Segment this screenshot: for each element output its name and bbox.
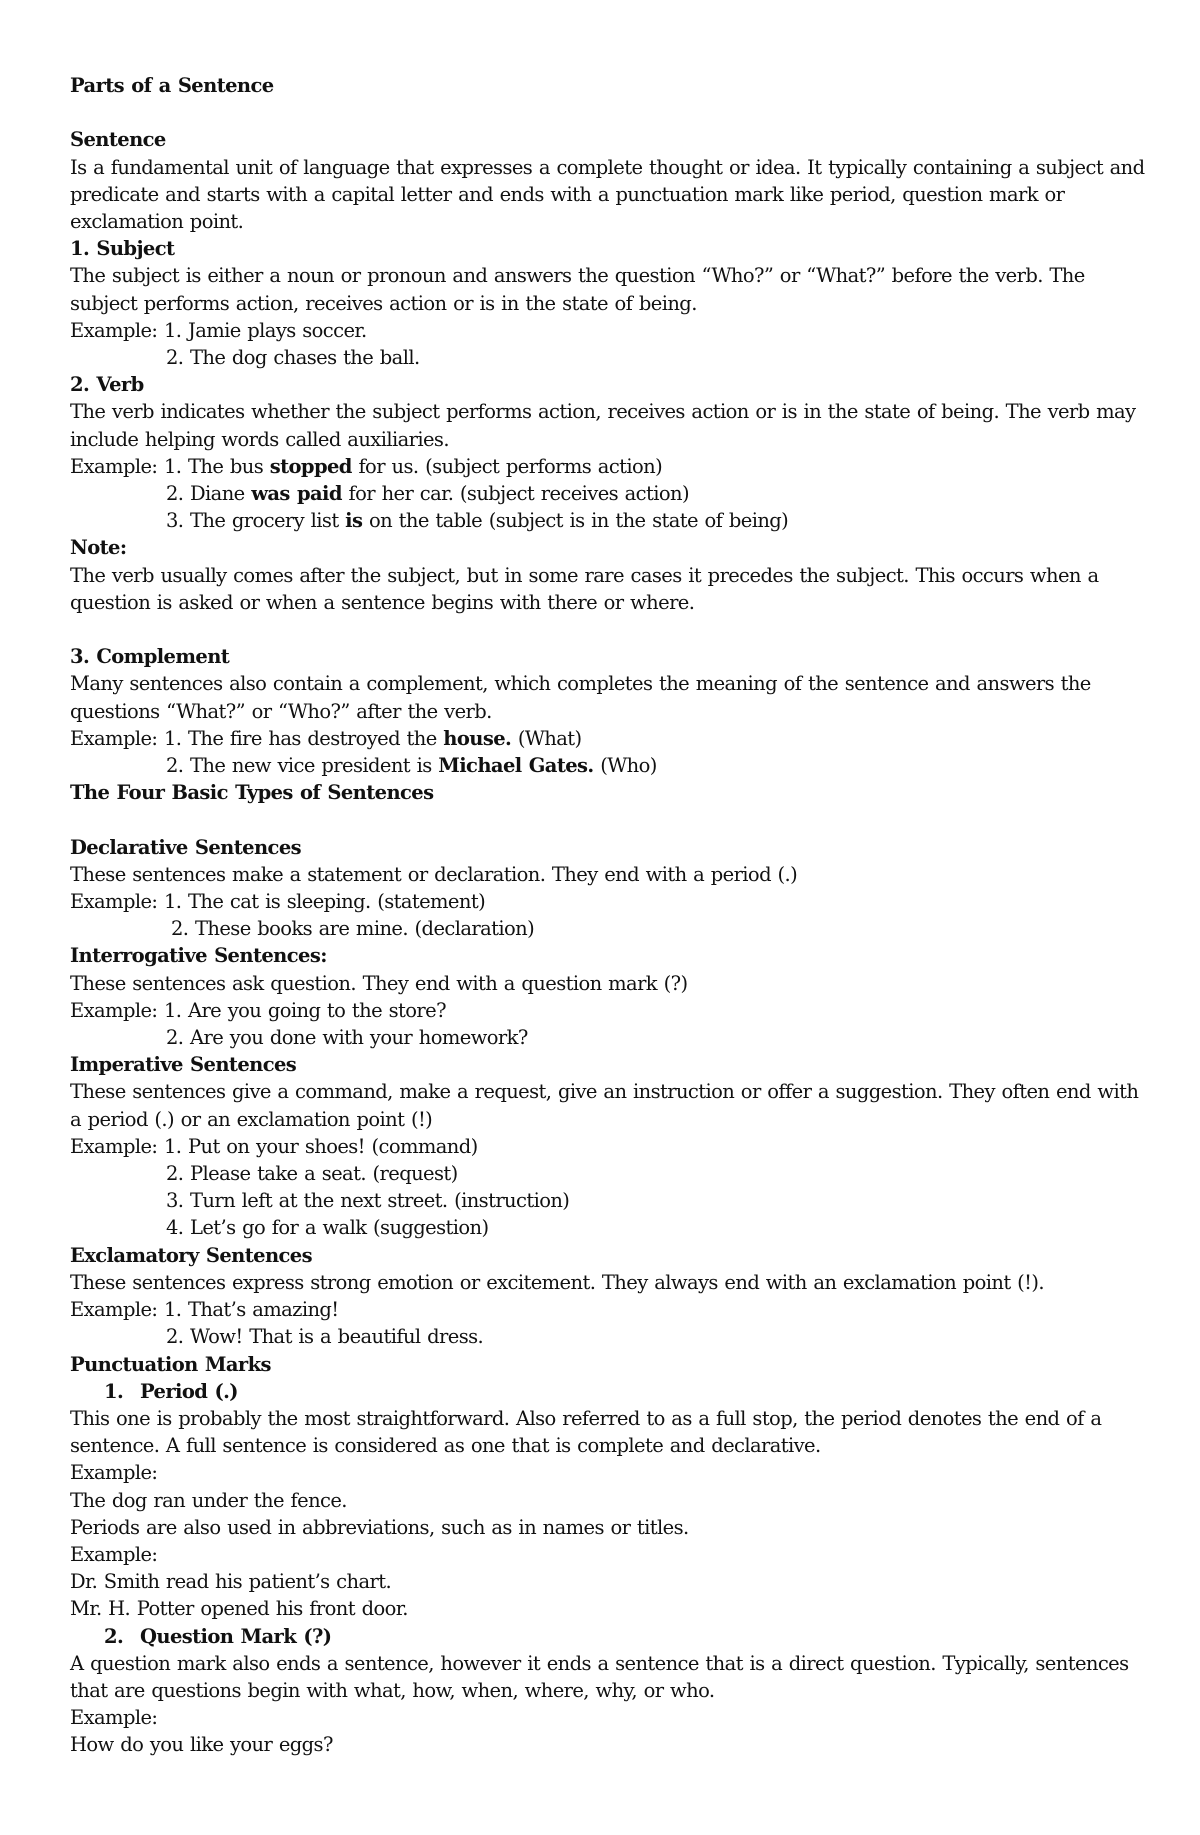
example-line: 2. Diane was paid for her car. (subject receives action): [166, 482, 689, 506]
emphasis: stopped: [269, 454, 352, 478]
paragraph-line: This one is probably the most straightforward. Also referred to as a full stop, the period denotes the end of a: [70, 1406, 1102, 1430]
paragraph-line: These sentences make a statement or declaration. They end with a period (.): [70, 862, 798, 886]
section-heading: The Four Basic Types of Sentences: [70, 781, 434, 805]
paragraph-line: Is a fundamental unit of language that expresses a complete thought or idea. It typically containing a subject and: [70, 155, 1145, 179]
paragraph-line: include helping words called auxiliaries.: [70, 427, 449, 451]
example-line: 2. Wow! That is a beautiful dress.: [166, 1325, 484, 1349]
example-line: Example: 1. Are you going to the store?: [70, 998, 446, 1022]
note-heading: Note:: [70, 536, 127, 560]
paragraph-line: These sentences give a command, make a request, give an instruction or offer a suggestion. They often end with: [70, 1080, 1139, 1104]
paragraph-line: How do you like your eggs?: [70, 1733, 333, 1757]
example-line: 2. Are you done with your homework?: [166, 1026, 528, 1050]
paragraph-line: Example:: [70, 1542, 158, 1566]
paragraph-line: A question mark also ends a sentence, however it ends a sentence that is a direct question. Typically, sentences: [70, 1651, 1129, 1675]
emphasis: is: [345, 509, 363, 533]
example-line: 2. The new vice president is Michael Gates. (Who): [166, 754, 657, 778]
paragraph-line: Example:: [70, 1461, 158, 1485]
example-line: Example: 1. The cat is sleeping. (statement): [70, 890, 486, 914]
paragraph-line: predicate and starts with a capital letter and ends with a punctuation mark like period, question mark or: [70, 182, 1065, 206]
paragraph-line: Many sentences also contain a complement, which completes the meaning of the sentence and answers the: [70, 672, 1091, 696]
paragraph-line: The subject is either a noun or pronoun and answers the question “Who?” or “What?” before the verb. The: [70, 264, 1085, 288]
paragraph-line: Example:: [70, 1706, 158, 1730]
period-heading: 1. Period (.): [104, 1379, 238, 1403]
example-line: 4. Let’s go for a walk (suggestion): [166, 1216, 489, 1240]
paragraph-line: Periods are also used in abbreviations, such as in names or titles.: [70, 1515, 689, 1539]
emphasis: Michael Gates.: [438, 754, 594, 778]
exclamatory-heading: Exclamatory Sentences: [70, 1243, 312, 1267]
paragraph-line: The verb usually comes after the subject, but in some rare cases it precedes the subject. This occurs when a: [70, 563, 1099, 587]
subject-heading: 1. Subject: [70, 237, 175, 261]
interrogative-heading: Interrogative Sentences:: [70, 944, 327, 968]
emphasis: house.: [443, 726, 512, 750]
paragraph-line: sentence. A full sentence is considered as one that is complete and declarative.: [70, 1434, 821, 1458]
example-line: 2. The dog chases the ball.: [166, 346, 420, 370]
paragraph-line: that are questions begin with what, how, when, where, why, or who.: [70, 1678, 715, 1702]
complement-heading: 3. Complement: [70, 645, 230, 669]
verb-heading: 2. Verb: [70, 373, 144, 397]
example-line: Example: 1. That’s amazing!: [70, 1298, 339, 1322]
example-line: Example: 1. The bus stopped for us. (subject performs action): [70, 454, 663, 478]
paragraph-line: exclamation point.: [70, 210, 244, 233]
imperative-heading: Imperative Sentences: [70, 1053, 297, 1077]
declarative-heading: Declarative Sentences: [70, 835, 301, 859]
paragraph-line: subject performs action, receives action or is in the state of being.: [70, 291, 697, 315]
paragraph-line: These sentences express strong emotion or excitement. They always end with an exclamation point (!).: [70, 1270, 1045, 1294]
spacer: [70, 616, 1140, 643]
question-mark-heading: 2. Question Mark (?): [104, 1624, 332, 1648]
example-line: 2. These books are mine. (declaration): [171, 917, 535, 941]
paragraph-line: These sentences ask question. They end with a question mark (?): [70, 971, 688, 995]
example-line: Example: 1. The fire has destroyed the house. (What): [70, 726, 582, 750]
paragraph-line: a period (.) or an exclamation point (!): [70, 1107, 433, 1131]
example-line: Example: 1. Put on your shoes! (command): [70, 1134, 478, 1158]
sentence-heading: Sentence: [70, 128, 166, 152]
example-line: 2. Please take a seat. (request): [166, 1162, 458, 1186]
document-title: Parts of a Sentence: [70, 74, 274, 97]
example-line: Example: 1. Jamie plays soccer.: [70, 318, 367, 342]
paragraph-line: The verb indicates whether the subject performs action, receives action or is in the state of being. The verb may: [70, 400, 1136, 424]
paragraph-line: question is asked or when a sentence begins with there or where.: [70, 590, 695, 614]
paragraph-line: The dog ran under the fence.: [70, 1488, 347, 1512]
paragraph-line: Dr. Smith read his patient’s chart.: [70, 1570, 392, 1594]
spacer: [70, 806, 1140, 833]
paragraph-line: Mr. H. Potter opened his front door.: [70, 1597, 408, 1621]
punctuation-heading: Punctuation Marks: [70, 1352, 271, 1376]
paragraph-line: questions “What?” or “Who?” after the verb.: [70, 699, 492, 723]
example-line: 3. The grocery list is on the table (subject is in the state of being): [166, 509, 789, 533]
example-line: 3. Turn left at the next street. (instruction): [166, 1189, 570, 1213]
emphasis: was paid: [251, 482, 342, 506]
spacer: [70, 99, 1140, 126]
